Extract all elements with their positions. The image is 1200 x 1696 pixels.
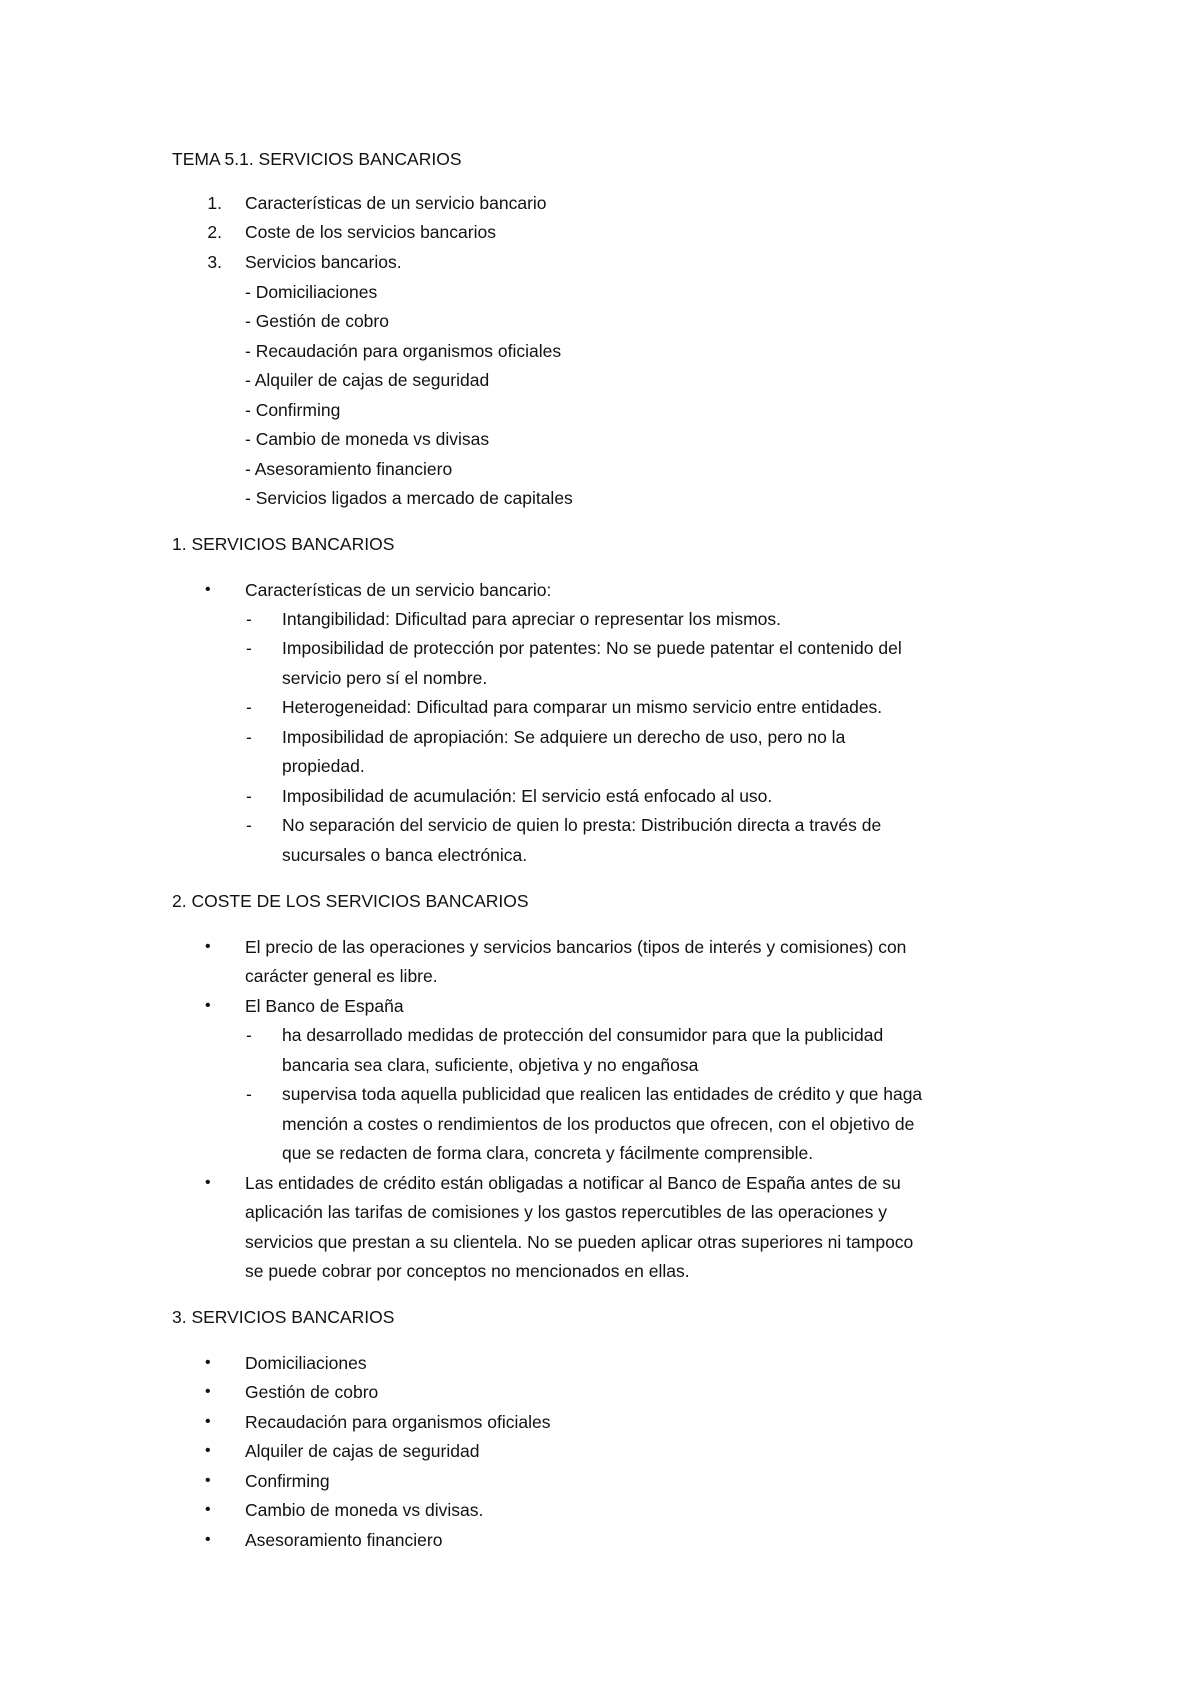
bullet-item-continuation: aplicación las tarifas de comisiones y los gastos repercutibles de las operaciones y — [245, 1202, 887, 1222]
bullet-marker: • — [205, 1442, 211, 1459]
dash-item: Imposibilidad de protección por patentes: No se puede patentar el contenido del — [282, 638, 902, 658]
dash-marker: - — [246, 815, 252, 835]
section-heading: 2. COSTE DE LOS SERVICIOS BANCARIOS — [172, 891, 529, 911]
bullet-item: Las entidades de crédito están obligadas a notificar al Banco de España antes de su — [245, 1173, 901, 1193]
index-item: Servicios bancarios. — [245, 252, 402, 272]
bullet-item-continuation: servicios que prestan a su clientela. No se pueden aplicar otras superiores ni tampoco — [245, 1232, 914, 1252]
index-subitem: - Recaudación para organismos oficiales — [245, 341, 562, 361]
section-heading: 1. SERVICIOS BANCARIOS — [172, 534, 395, 554]
dash-item-continuation: propiedad. — [282, 756, 365, 776]
bullet-item: Domiciliaciones — [245, 1353, 367, 1373]
dash-marker: - — [246, 1084, 252, 1104]
dash-item-continuation: servicio pero sí el nombre. — [282, 668, 488, 688]
bullet-item: Características de un servicio bancario: — [245, 580, 552, 600]
section-heading: 3. SERVICIOS BANCARIOS — [172, 1307, 395, 1327]
index-number: 1. — [207, 193, 222, 213]
index-subitem: - Servicios ligados a mercado de capitales — [245, 488, 573, 508]
bullet-marker: • — [205, 581, 211, 598]
dash-item-continuation: sucursales o banca electrónica. — [282, 845, 528, 865]
index-subitem: - Alquiler de cajas de seguridad — [245, 370, 490, 390]
bullet-item: Cambio de moneda vs divisas. — [245, 1500, 484, 1520]
index-subitem: - Asesoramiento financiero — [245, 459, 453, 479]
dash-item: Heterogeneidad: Dificultad para comparar un mismo servicio entre entidades. — [282, 697, 883, 717]
dash-item: No separación del servicio de quien lo presta: Distribución directa a través de — [282, 815, 882, 835]
index-number: 2. — [207, 222, 222, 242]
bullet-marker: • — [205, 1383, 211, 1400]
bullet-item: El Banco de España — [245, 996, 404, 1016]
bullet-marker: • — [205, 1472, 211, 1489]
dash-item: ha desarrollado medidas de protección del consumidor para que la publicidad — [282, 1025, 884, 1045]
document-title: TEMA 5.1. SERVICIOS BANCARIOS — [172, 149, 462, 169]
dash-item: Intangibilidad: Dificultad para apreciar o representar los mismos. — [282, 609, 781, 629]
bullet-marker: • — [205, 1413, 211, 1430]
dash-item-continuation: mención a costes o rendimientos de los productos que ofrecen, con el objetivo de — [282, 1114, 915, 1134]
dash-marker: - — [246, 1025, 252, 1045]
bullet-item: Asesoramiento financiero — [245, 1530, 443, 1550]
bullet-marker: • — [205, 997, 211, 1014]
bullet-item: Recaudación para organismos oficiales — [245, 1412, 551, 1432]
dash-item-continuation: que se redacten de forma clara, concreta y fácilmente comprensible. — [282, 1143, 814, 1163]
dash-marker: - — [246, 697, 252, 717]
dash-marker: - — [246, 727, 252, 747]
bullet-item: Confirming — [245, 1471, 330, 1491]
bullet-item-continuation: se puede cobrar por conceptos no mencionados en ellas. — [245, 1261, 690, 1281]
index-subitem: - Gestión de cobro — [245, 311, 389, 331]
index-subitem: - Domiciliaciones — [245, 282, 378, 302]
bullet-marker: • — [205, 1531, 211, 1548]
bullet-marker: • — [205, 1354, 211, 1371]
index-item: Coste de los servicios bancarios — [245, 222, 496, 242]
index-subitem: - Cambio de moneda vs divisas — [245, 429, 490, 449]
dash-marker: - — [246, 638, 252, 658]
index-number: 3. — [207, 252, 222, 272]
bullet-marker: • — [205, 1174, 211, 1191]
index-subitem: - Confirming — [245, 400, 341, 420]
dash-item-continuation: bancaria sea clara, suficiente, objetiva y no engañosa — [282, 1055, 699, 1075]
dash-item: supervisa toda aquella publicidad que realicen las entidades de crédito y que haga — [282, 1084, 923, 1104]
bullet-item: Gestión de cobro — [245, 1382, 379, 1402]
bullet-marker: • — [205, 1501, 211, 1518]
dash-marker: - — [246, 786, 252, 806]
index-item: Características de un servicio bancario — [245, 193, 547, 213]
dash-marker: - — [246, 609, 252, 629]
bullet-item-continuation: carácter general es libre. — [245, 966, 438, 986]
dash-item: Imposibilidad de apropiación: Se adquiere un derecho de uso, pero no la — [282, 727, 846, 747]
bullet-item: Alquiler de cajas de seguridad — [245, 1441, 480, 1461]
dash-item: Imposibilidad de acumulación: El servicio está enfocado al uso. — [282, 786, 773, 806]
bullet-item: El precio de las operaciones y servicios bancarios (tipos de interés y comisiones) con — [245, 937, 907, 957]
bullet-marker: • — [205, 938, 211, 955]
